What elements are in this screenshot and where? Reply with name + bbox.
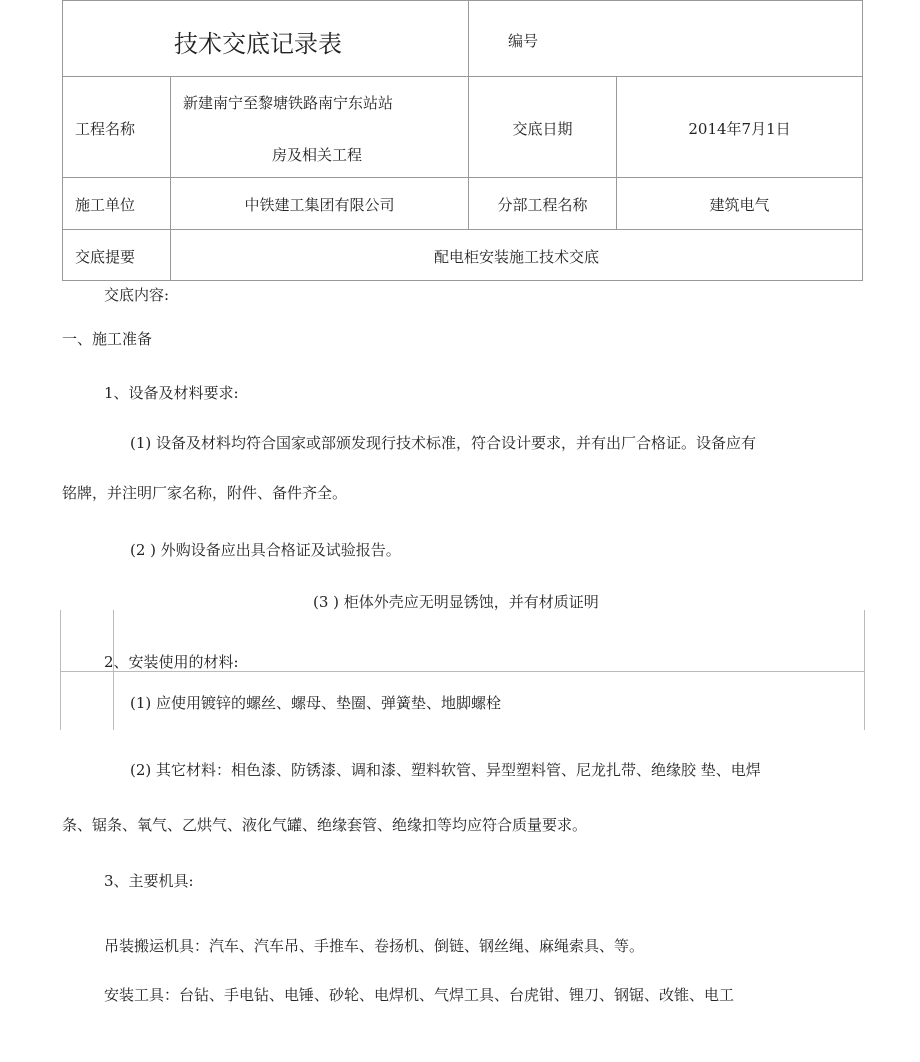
sub-project-value: 建筑电气 <box>709 196 770 214</box>
date-label: 交底日期 <box>512 120 573 138</box>
paragraph: 安装工具：台钻、手电钻、电锤、砂轮、电焊机、气焊工具、台虎钳、锂刀、钢锯、改锥、电工 <box>104 986 735 1004</box>
unit-value: 中铁建工集团有限公司 <box>244 196 395 214</box>
summary-label: 交底提要 <box>75 248 136 266</box>
paragraph: 铭牌，并注明厂家名称，附件、备件齐全。 <box>62 484 348 502</box>
section-heading: 一、施工准备 <box>62 330 153 348</box>
date-value: 2014年7月1日 <box>688 120 791 138</box>
subheading: 3、主要机具: <box>104 872 194 890</box>
summary-value: 配电柜安装施工技术交底 <box>433 248 599 266</box>
paragraph: (1) 设备及材料均符合国家或部颁发现行技术标准，符合设计要求，并有出厂合格证。设备应有 <box>130 434 757 452</box>
subheading: 1、设备及材料要求: <box>104 384 239 402</box>
paragraph: (1) 应使用镀锌的螺丝、螺母、垫圈、弹簧垫、地脚螺栓 <box>130 694 502 712</box>
paragraph: (3 ) 柜体外壳应无明显锈蚀，并有材质证明 <box>313 593 599 611</box>
paragraph: (2 ) 外购设备应出具合格证及试验报告。 <box>130 541 401 559</box>
table-title: 技术交底记录表 <box>174 30 342 58</box>
sub-project-label: 分部工程名称 <box>497 196 588 214</box>
content-label: 交底内容: <box>104 286 170 304</box>
subheading: 2、安装使用的材料: <box>104 653 239 671</box>
paragraph: (2) 其它材料：相色漆、防锈漆、调和漆、塑料软管、异型塑料管、尼龙扎带、绝缘胶 垫、电焊 <box>130 761 761 779</box>
unit-label: 施工单位 <box>75 196 136 214</box>
paragraph: 条、锯条、氧气、乙烘气、液化气罐、绝缘套管、绝缘扣等均应符合质量要求。 <box>62 816 588 834</box>
project-name-line2: 房及相关工程 <box>272 146 363 164</box>
project-name-line1: 新建南宁至黎塘铁路南宁东站站 <box>183 94 394 112</box>
project-name-label: 工程名称 <box>75 120 136 138</box>
paragraph: 吊装搬运机具：汽车、汽车吊、手推车、卷扬机、倒链、钢丝绳、麻绳索具、等。 <box>104 937 645 955</box>
number-label: 编号 <box>508 32 539 50</box>
